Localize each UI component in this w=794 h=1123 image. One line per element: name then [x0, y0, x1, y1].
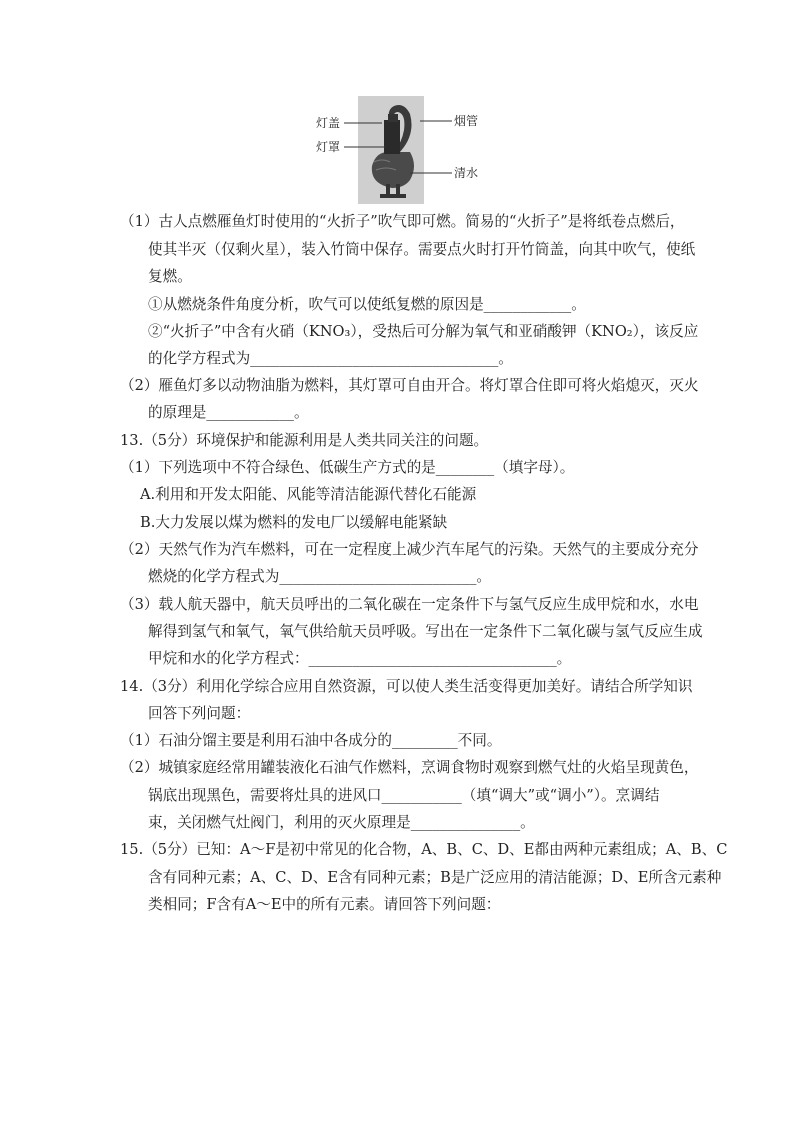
- text-line: （2）城镇家庭经常用罐装液化石油气作燃料，烹调食物时观察到燃气灶的火焰呈现黄色，: [120, 759, 699, 776]
- question-14-heading: 14.（3分）利用化学综合应用自然资源，可以使人类生活变得更加美好。请结合所学知识: [120, 678, 693, 695]
- text-line: 含有同种元素；A、C、D、E含有同种元素；B是广泛应用的清洁能源；D、E所含元素种: [148, 869, 722, 886]
- text-line: ②“火折子”中含有火硝（KNO₃），受热后可分解为氧气和亚硝酸钾（KNO₂），该反应: [148, 323, 699, 340]
- label-lamp-shade: 灯罩: [316, 140, 341, 154]
- text-line: （1）古人点燃雁鱼灯时使用的“火折子”吹气即可燃。简易的“火折子”是将纸卷点燃后，: [120, 213, 685, 230]
- text-line: （2）雁鱼灯多以动物油脂为燃料，其灯罩可自由开合。将灯罩合住即可将火焰熄灭，灭火: [120, 377, 699, 394]
- text-line: （1）石油分馏主要是利用石油中各成分的_________不同。: [120, 732, 502, 749]
- text-line: ①从燃烧条件角度分析，吹气可以使纸复燃的原因是____________。: [148, 296, 586, 313]
- text-line: 锅底出现黑色，需要将灶具的进风口___________（填“调大”或“调小”）。烹调结: [148, 787, 660, 804]
- label-lamp-cover: 灯盖: [316, 116, 341, 130]
- option-a: A.利用和开发太阳能、风能等清洁能源代替化石能源: [140, 486, 477, 503]
- text-line: 束，关闭燃气灶阀门，利用的灭火原理是_______________。: [148, 814, 535, 831]
- question-13-heading: 13.（5分）环境保护和能源利用是人类共同关注的问题。: [120, 432, 489, 449]
- text-line: 甲烷和水的化学方程式：__________________________________。: [148, 650, 572, 667]
- question-15-heading: 15.（5分）已知：A～F是初中常见的化合物，A、B、C、D、E都由两种元素组成；A、B、C: [120, 841, 728, 858]
- text-line: 燃烧的化学方程式为___________________________。: [148, 568, 491, 585]
- text-line: （1）下列选项中不符合绿色、低碳生产方式的是________（填字母）。: [120, 459, 575, 476]
- text-line: 类相同；F含有A～E中的所有元素。请回答下列问题：: [148, 896, 501, 913]
- text-line: （3）载人航天器中，航天员呼出的二氧化碳在一定条件下与氢气反应生成甲烷和水，水电: [120, 596, 699, 613]
- text-line: 使其半灭（仅剩火星），装入竹筒中保存。需要点火时打开竹筒盖，向其中吹气，使纸: [148, 241, 696, 258]
- text-line: 的化学方程式为__________________________________。: [148, 350, 513, 367]
- text-line: （2）天然气作为汽车燃料，可在一定程度上减少汽车尾气的污染。天然气的主要成分充分: [120, 541, 699, 558]
- text-line: 复燃。: [148, 268, 192, 285]
- text-line: 回答下列问题：: [148, 705, 251, 722]
- text-line: 的原理是____________。: [148, 404, 309, 421]
- option-b: B.大力发展以煤为燃料的发电厂以缓解电能紧缺: [140, 514, 448, 531]
- label-water: 清水: [454, 166, 479, 180]
- text-line: 解得到氢气和氧气，氧气供给航天员呼吸。写出在一定条件下二氧化碳与氢气反应生成: [148, 623, 703, 640]
- label-chimney: 烟管: [454, 114, 479, 128]
